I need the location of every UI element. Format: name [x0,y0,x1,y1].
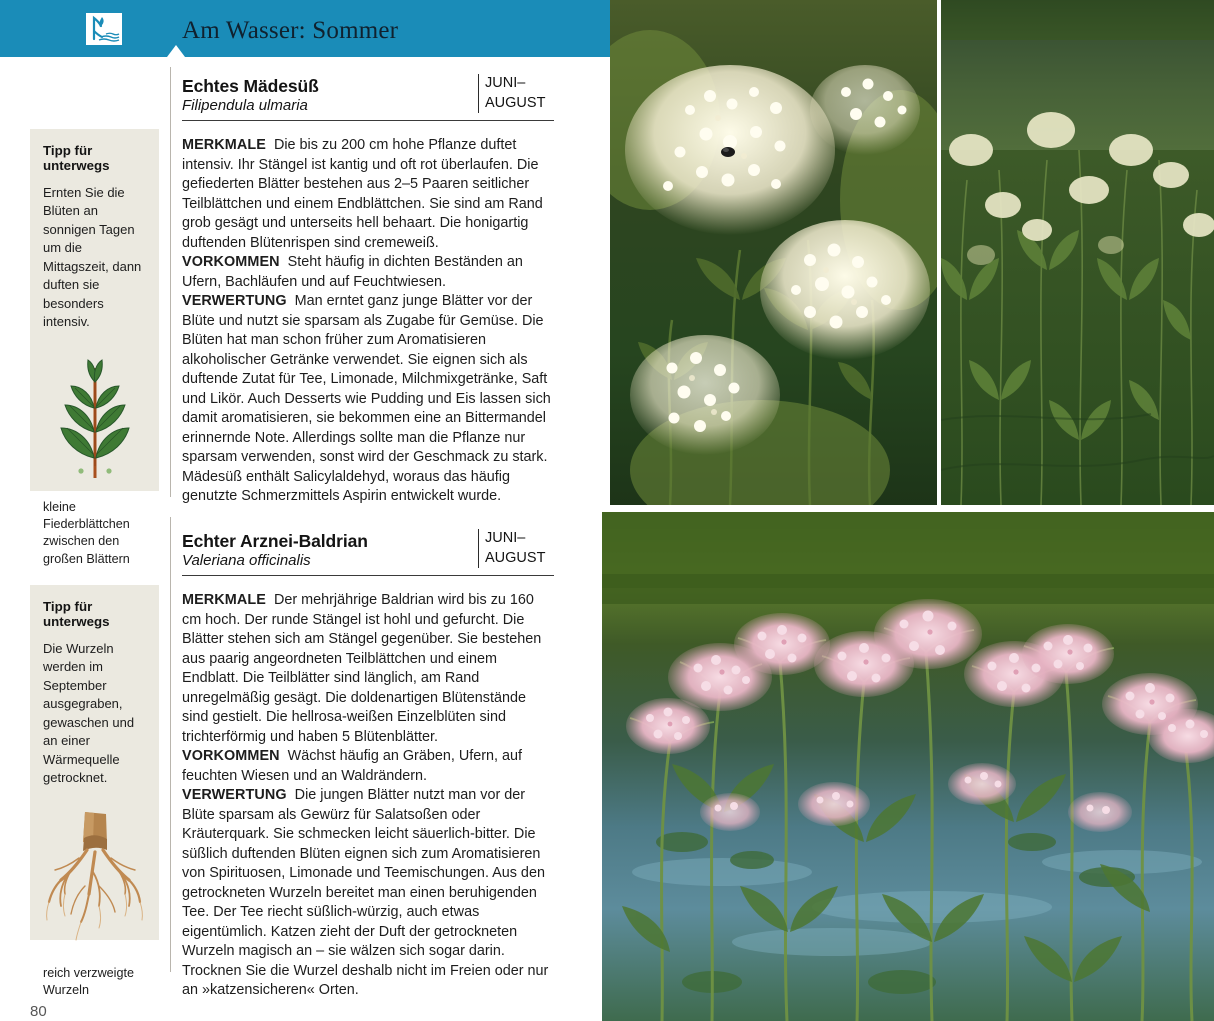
reed-water-icon [86,13,122,45]
entry-body-baldrian [182,591,556,1001]
section-merkmale [182,591,556,747]
photo-maedesuess-habitat [941,0,1214,505]
column-divider-1 [170,67,171,497]
entry-latin-name: Filipendula ulmaria [182,97,308,115]
page-number: 80 [30,1003,47,1020]
section-text: Die jungen Blätter nutzt man vor der Blüte sparsam als Gewürz für Salatsoßen oder Kräuterquark. Sie schmecken leicht säuerlich-bitter. Die süßlich duftenden Blüten eignen sich zum Aromatisieren von Spirituosen, Limonade und Teemischungen. Aus den getrockneten Wurzeln bereitet man einen beruhigenden Tee. Der Tee riecht süßlich-würzig, auch etwas eigentümlich. Katzen zieht der Duft der getrockneten Wurzeln magisch an – sie wälzen sich sogar darin. Trocknen Sie die Wurzel deshalb nicht im Freien oder nur an »katzensicheren« Orten. [182,787,549,999]
section-merkmale [182,136,556,253]
section-text: Man erntet ganz junge Blätter vor der Blüte und nutzt sie sparsam als Zugabe für Gemüse. Die Blüten hat man schon früher zum Aromatisieren alkoholischer Getränke verwendet. Sie eignen sich als duftende Zutat für Tee, Limonade, Milchmixgetränke, Saft und Likör. Auch Desserts wie Pudding und Eis lassen sich damit aromatisieren, sie bekommen eine an Bittermandel erinnernde Note. Allerdings sollte man die Pflanze nur sparsam verwenden, sonst wird der Geschmack zu stark. Mädesüß enthält Salicylaldehyd, woraus das häufig genutzte Schmerzmittels Aspirin entwickelt wurde. [182,293,551,505]
section-label: VORKOMMEN [182,748,280,765]
valerian-root-illustration [43,802,146,957]
tip-text: Die Wurzeln werden im September ausgegraben, gewaschen und an einer Wärmequelle getrocknet. [43,641,135,786]
photo-maedesuess-closeup [610,0,937,505]
entry-season [478,74,565,113]
section-text: Der mehrjährige Baldrian wird bis zu 160 cm hoch. Der runde Stängel ist hohl und gefurcht. Die Blätter stehen sich am Stängel gegenüber. Sie bestehen aus paarig angeordneten Teilblättchen und einem Endblatt. Die Teilblätter sind länglich, am Rand unregelmäßig gesägt. Die doldenartigen Blütenstände sind gestielt. Die hellrosa-weißen Einzelblüten sind trichterförmig und haben 5 Blütenblätter. [182,592,542,745]
tip-caption: kleine Fiederblättchen zwischen den großen Blättern [43,499,130,566]
photo-baldrian-habitat [602,512,1214,1021]
entry-title: Echtes Mädesüß [182,76,319,96]
section-text: Die bis zu 200 cm hohe Pflanze duftet intensiv. Ihr Stängel ist kantig und oft rot überlaufen. Die gefiederten Blätter bestehen aus 2–5 Paaren seitlicher Teilblättchen und einem Endblättchen. Sie sind am Rand grob gesägt und unterseits hell behaart. Die honigartig duftenden Blütenrispen sind cremeweiß. [182,137,543,251]
season-line-2: AUGUST [485,94,546,111]
section-verwertung [182,786,556,1001]
entry-heading-maedesuess [182,76,554,114]
page-title: Am Wasser: Sommer [182,17,399,44]
section-vorkommen [182,747,556,786]
section-label: VORKOMMEN [182,254,280,271]
season-line-1: JUNI– [485,75,526,91]
entry-body-maedesuess [182,136,556,507]
tip-title: Tipp für unterwegs [43,143,110,173]
section-label: VERWERTUNG [182,293,287,310]
leaf-sprig-illustration [43,346,146,491]
column-divider-2 [170,517,171,972]
section-label: VERWERTUNG [182,787,287,804]
section-verwertung [182,292,556,507]
entry-heading-baldrian [182,531,554,569]
page-header [0,0,610,57]
section-label: MERKMALE [182,137,266,153]
tip-box-maedesuess [30,129,159,566]
tip-box-baldrian [30,585,159,997]
tip-text: Ernten Sie die Blüten an sonnigen Tagen um die Mittagszeit, dann duften sie besonders intensiv. [43,185,142,330]
text-page [0,57,610,1021]
entry-rule [182,575,554,576]
header-notch [167,45,185,57]
entry-rule [182,120,554,121]
entry-latin-name: Valeriana officinalis [182,552,311,570]
section-text: Steht häufig in dichten Beständen an Ufern, Bachläufen und auf Feuchtwiesen. [182,254,523,290]
section-label: MERKMALE [182,592,266,608]
section-vorkommen [182,253,556,292]
section-text: Wächst häufig an Gräben, Ufern, auf feuchten Wiesen und an Waldrändern. [182,748,523,784]
tip-caption: reich verzweigte Wurzeln [43,965,134,997]
season-line-2: AUGUST [485,549,546,566]
entry-season [478,529,565,568]
season-line-1: JUNI– [485,530,526,546]
entry-title: Echter Arznei-Baldrian [182,531,368,551]
tip-title: Tipp für unterwegs [43,599,110,629]
